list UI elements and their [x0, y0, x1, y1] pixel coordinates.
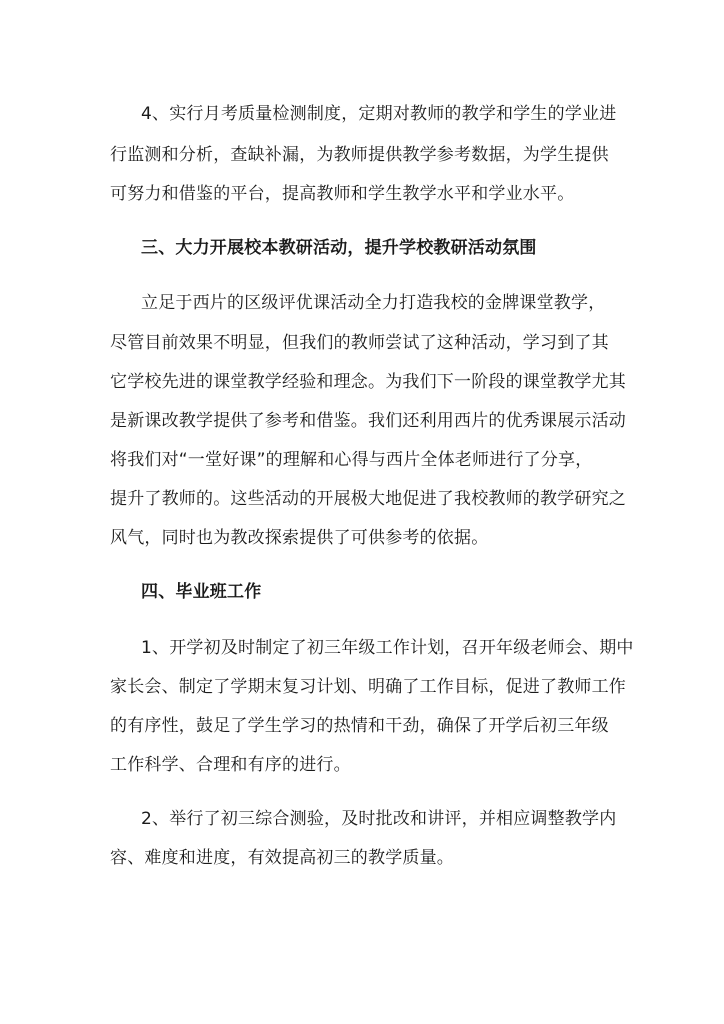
text-line: 是新课改教学提供了参考和借鉴。我们还利用西片的优秀课展示活动 — [110, 411, 626, 431]
section-heading-4: 四、毕业班工作 — [141, 582, 262, 602]
text-line: 行监测和分析，查缺补漏，为教师提供教学参考数据，为学生提供 — [110, 145, 609, 165]
text-line: 容、难度和进度，有效提高初三的教学质量。 — [110, 848, 454, 868]
text-line: 的有序性，鼓足了学生学习的热情和干劲，确保了开学后初三年级 — [110, 716, 609, 736]
text-line: 可努力和借鉴的平台，提高教师和学生教学水平和学业水平。 — [110, 184, 575, 204]
text-line: 4、实行月考质量检测制度，定期对教师的教学和学生的学业进 — [141, 104, 617, 124]
text-line: 它学校先进的课堂教学经验和理念。为我们下一阶段的课堂教学尤其 — [110, 372, 626, 392]
text-line: 风气，同时也为教改探索提供了可供参考的依据。 — [110, 528, 489, 548]
text-line: 立足于西片的区级评优课活动全力打造我校的金牌课堂教学， — [141, 293, 606, 313]
text-line: 工作科学、合理和有序的进行。 — [110, 755, 351, 775]
text-line: 将我们对“一堂好课”的理解和心得与西片全体老师进行了分享， — [110, 450, 593, 470]
text-line: 提升了教师的。这些活动的开展极大地促进了我校教师的教学研究之 — [110, 489, 626, 509]
text-line: 1、开学初及时制定了初三年级工作计划，召开年级老师会、期中 — [141, 638, 634, 658]
text-line: 2、举行了初三综合测验，及时批改和讲评，并相应调整教学内 — [141, 809, 617, 829]
text-line: 家长会、制定了学期末复习计划、明确了工作目标，促进了教师工作 — [110, 677, 626, 697]
section-heading-3: 三、大力开展校本教研活动，提升学校教研活动氛围 — [141, 238, 537, 258]
text-line: 尽管目前效果不明显，但我们的教师尝试了这种活动，学习到了其 — [110, 333, 609, 353]
